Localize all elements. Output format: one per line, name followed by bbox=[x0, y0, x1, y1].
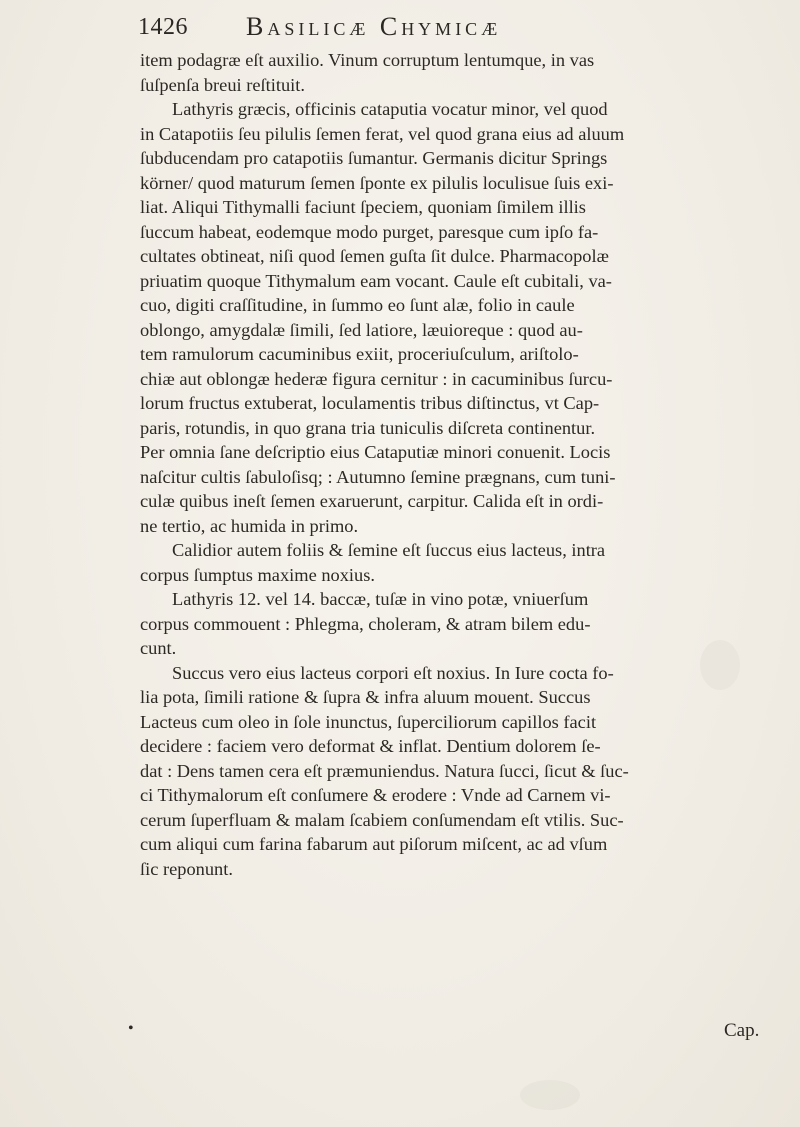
text-line: Lacteus cum oleo in ſole inunctus, ſuperciliorum capillos facit bbox=[140, 711, 597, 732]
text-line: liat. Aliqui Tithymalli faciunt ſpeciem, quoniam ſimilem illis bbox=[140, 197, 586, 217]
text-line: dat : Dens tamen cera eſt præmuniendus. Natura ſucci, ſicut & ſuc- bbox=[140, 760, 629, 781]
text-line: ſuſpenſa breui reſtituit. bbox=[140, 74, 305, 95]
catchword: Cap. bbox=[724, 1020, 760, 1041]
text-line: cunt. bbox=[140, 638, 177, 658]
text-line: Succus vero eius lacteus corpori eſt noxius. In Iure cocta fo- bbox=[172, 662, 614, 683]
text-line: item podagræ eſt auxilio. Vinum corruptum lentumque, in vas bbox=[140, 50, 595, 70]
text-line: Calidior autem foliis & ſemine eſt ſuccus eius lacteus, intra bbox=[172, 540, 606, 560]
text-line: lorum fructus extuberat, loculamentis tribus diſtinctus, vt Cap- bbox=[140, 393, 600, 413]
text-line: oblongo, amygdalæ ſimili, ſed latiore, læuioreque : quod au- bbox=[140, 319, 583, 340]
text-line: ſic reponunt. bbox=[140, 858, 233, 879]
text-line: cerum ſuperfluam & malam ſcabiem conſumendam eſt vtilis. Suc- bbox=[140, 809, 624, 830]
text-line: naſcitur cultis ſabuloſisq; : Autumno ſemine prægnans, cum tuni- bbox=[140, 466, 616, 487]
text-line: priuatim quoque Tithymalum eam vocant. Caule eſt cubitali, va- bbox=[140, 270, 612, 291]
text-line: cum aliqui cum farina fabarum aut piſorum miſcent, ac ad vſum bbox=[140, 834, 608, 854]
running-title: Basilicæ Chymicæ bbox=[246, 12, 502, 41]
text-line: chiæ aut oblongæ hederæ figura cernitur : in cacuminibus ſurcu- bbox=[140, 368, 613, 389]
text-line: decidere : faciem vero deformat & inflat. Dentium dolorem ſe- bbox=[140, 736, 601, 756]
text-line: in Catapotiis ſeu pilulis ſemen ferat, vel quod grana eius ad aluum bbox=[140, 123, 625, 144]
text-line: cultates obtineat, niſi quod ſemen guſta ſit dulce. Pharmacopolæ bbox=[140, 246, 609, 266]
text-line: ne tertio, ac humida in primo. bbox=[140, 515, 359, 536]
paper-stain bbox=[520, 1080, 580, 1110]
text-line: ci Tithymalorum eſt conſumere & erodere : Vnde ad Carnem vi- bbox=[140, 785, 611, 805]
text-line: corpus commouent : Phlegma, choleram, & atram bilem edu- bbox=[140, 613, 591, 634]
text-line: lia pota, ſimili ratione & ſupra & infra aluum mouent. Succus bbox=[140, 687, 591, 707]
page-number: 1426 bbox=[138, 14, 188, 40]
text-line: Per omnia ſane deſcriptio eius Cataputiæ minori conuenit. Locis bbox=[140, 442, 611, 462]
text-line: cuo, digiti craſſitudine, in ſummo eo ſunt alæ, folio in caule bbox=[140, 295, 575, 315]
body-text bbox=[140, 48, 796, 881]
text-line: ſubducendam pro catapotiis ſumantur. Germanis dicitur Springs bbox=[140, 148, 608, 168]
margin-bullet: • bbox=[128, 1020, 134, 1037]
running-head bbox=[138, 10, 778, 44]
text-line: körner/ quod maturum ſemen ſponte ex pilulis loculisue ſuis exi- bbox=[140, 172, 614, 193]
text-line: ſuccum habeat, eodemque modo purget, paresque cum ipſo fa- bbox=[140, 221, 599, 242]
text-line: culæ quibus ineſt ſemen exaruerunt, carpitur. Calida eſt in ordi- bbox=[140, 491, 604, 511]
text-line: tem ramulorum cacuminibus exiit, proceriuſculum, ariſtolo- bbox=[140, 344, 579, 364]
text-line: Lathyris 12. vel 14. baccæ, tuſæ in vino potæ, vniuerſum bbox=[172, 589, 589, 609]
text-line: corpus ſumptus maxime noxius. bbox=[140, 564, 375, 585]
text-line: Lathyris græcis, officinis cataputia vocatur minor, vel quod bbox=[172, 99, 608, 119]
text-line: paris, rotundis, in quo grana tria tuniculis diſcreta continentur. bbox=[140, 417, 596, 438]
